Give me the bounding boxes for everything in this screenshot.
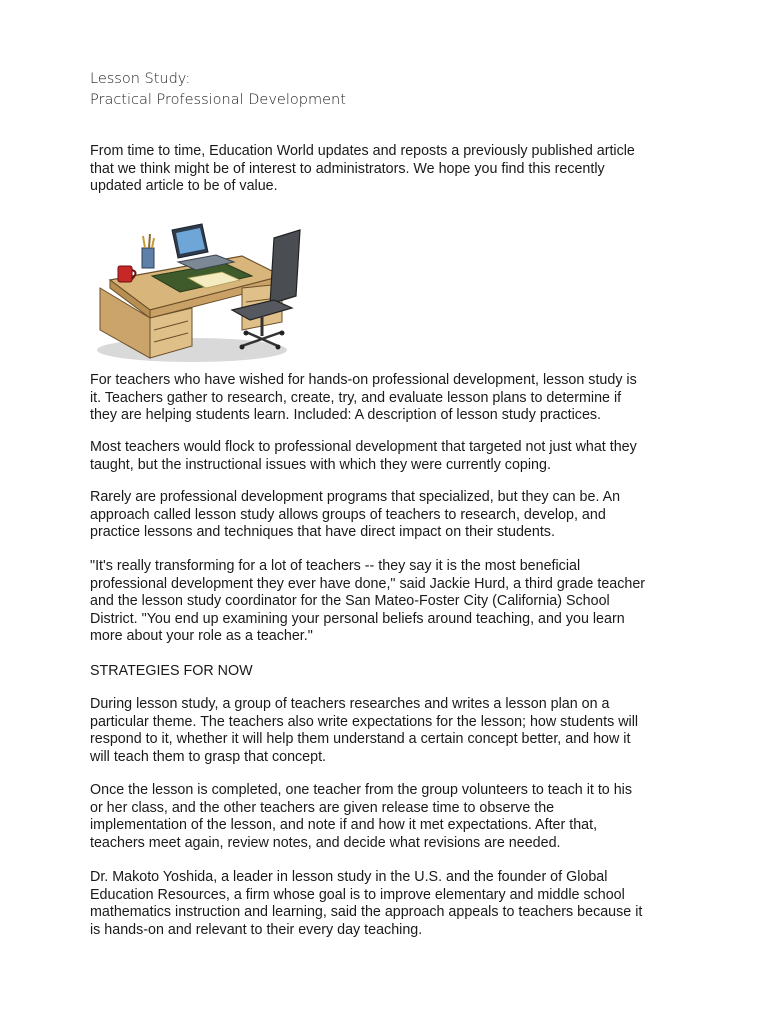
title-line-2: Practical Professional Development <box>90 92 346 108</box>
paragraph-6 <box>90 782 690 852</box>
text-line: it. Teachers gather to research, create, try, and evaluate lesson plans to determine if <box>90 389 622 406</box>
text-line: practice lessons and techniques that have direct impact on their students. <box>90 524 555 541</box>
text-line: implementation of the lesson, and note if and how it met expectations. After that, <box>90 817 598 834</box>
desk-illustration <box>92 218 306 364</box>
text-line: professional development they ever have done," said Jackie Hurd, a third grade teacher <box>90 575 646 592</box>
text-line: For teachers who have wished for hands-on professional development, lesson study is <box>90 372 637 388</box>
document-title <box>90 69 690 111</box>
text-line: will teach them to grasp that concept. <box>90 748 327 765</box>
text-line: and the lesson study coordinator for the San Mateo-Foster City (California) School <box>90 593 610 610</box>
text-line: that we think might be of interest to administrators. We hope you find this recently <box>90 160 605 177</box>
text-line: they are helping students learn. Included: A description of lesson study practices. <box>90 407 602 424</box>
desk-laptop-chair-icon <box>92 218 306 364</box>
text-line: updated article to be of value. <box>90 178 278 195</box>
text-line: Once the lesson is completed, one teacher from the group volunteers to teach it to his <box>90 782 632 798</box>
paragraph-4-quote <box>90 558 690 646</box>
text-line: is hands-on and relevant to their every day teaching. <box>90 921 423 938</box>
title-line-1: Lesson Study: <box>90 71 191 87</box>
text-line: more about your role as a teacher." <box>90 628 313 645</box>
text-line: Education Resources, a firm whose goal is to improve elementary and middle school <box>90 886 625 903</box>
paragraph-7 <box>90 869 690 939</box>
text-line: During lesson study, a group of teachers researches and writes a lesson plan on a <box>90 696 610 712</box>
text-line: respond to it, whether it will help them understand a certain concept better, and how it <box>90 731 631 748</box>
text-line: District. "You end up examining your personal beliefs around teaching, and you learn <box>90 610 625 627</box>
paragraph-5 <box>90 696 690 766</box>
section-heading <box>90 663 690 681</box>
paragraph-1 <box>90 372 690 425</box>
intro-paragraph <box>90 143 690 196</box>
text-line: approach called lesson study allows groups of teachers to research, develop, and <box>90 506 606 523</box>
text-line: mathematics instruction and learning, said the approach appeals to teachers because it <box>90 904 643 921</box>
text-line: From time to time, Education World updates and reposts a previously published article <box>90 143 635 159</box>
section-heading-text: STRATEGIES FOR NOW <box>90 663 253 679</box>
text-line: "It's really transforming for a lot of teachers -- they say it is the most beneficial <box>90 558 581 574</box>
text-line: Dr. Makoto Yoshida, a leader in lesson study in the U.S. and the founder of Global <box>90 869 608 885</box>
text-line: teachers meet again, review notes, and decide what revisions are needed. <box>90 834 561 851</box>
text-line: taught, but the instructional issues with which they were currently coping. <box>90 456 551 473</box>
paragraph-2 <box>90 439 690 474</box>
text-line: or her class, and the other teachers are given release time to observe the <box>90 799 555 816</box>
text-line: Rarely are professional development programs that specialized, but they can be. An <box>90 489 621 505</box>
paragraph-3 <box>90 489 690 542</box>
text-line: Most teachers would flock to professional development that targeted not just what they <box>90 439 637 455</box>
text-line: particular theme. The teachers also write expectations for the lesson; how students will <box>90 713 639 730</box>
